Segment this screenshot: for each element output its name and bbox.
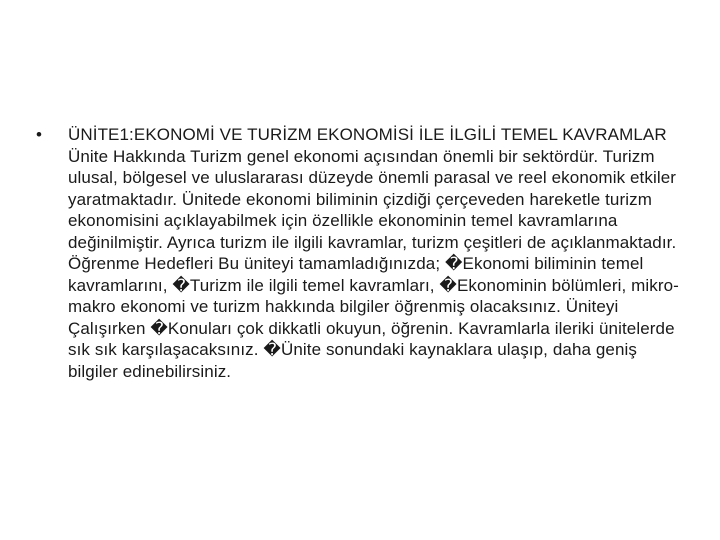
bullet-body-text: ÜNİTE1:EKONOMİ VE TURİZM EKONOMİSİ İLE İLGİLİ TEMEL KAVRAMLAR Ünite Hakkında Turizm genel ekonomi açısından önemli bir sektördür. Turizm ulusal, bölgesel ve uluslararası düzeyde önemli parasal ve reel ekonomik etkiler yaratmaktadır. Ünitede ekonomi biliminin çizdiği çerçeveden hareketle turizm ekonomisini açıklayabilmek için özellikle ekonominin temel kavramlarına değinilmiştir. Ayrıca turizm ile ilgili kavramlar, turizm çeşitleri de açıklanmaktadır. Öğrenme Hedefleri Bu üniteyi tamamladığınızda; �Ekonomi biliminin temel kavramlarını, �Turizm ile ilgili temel kavramları, �Ekonominin bölümleri, mikro-makro ekonomi ve turizm hakkında bilgiler öğrenmiş olacaksınız. Üniteyi Çalışırken �Konuları çok dikkatli okuyun, öğrenin. Kavramlarla ileriki ünitelerde sık sık karşılaşacaksınız. �Ünite sonundaki kaynaklara ulaşıp, daha geniş bilgiler edinebilirsiniz. <box>68 125 679 381</box>
bullet-marker: • <box>36 125 42 144</box>
bullet-item <box>36 124 686 382</box>
slide-content <box>36 124 686 382</box>
